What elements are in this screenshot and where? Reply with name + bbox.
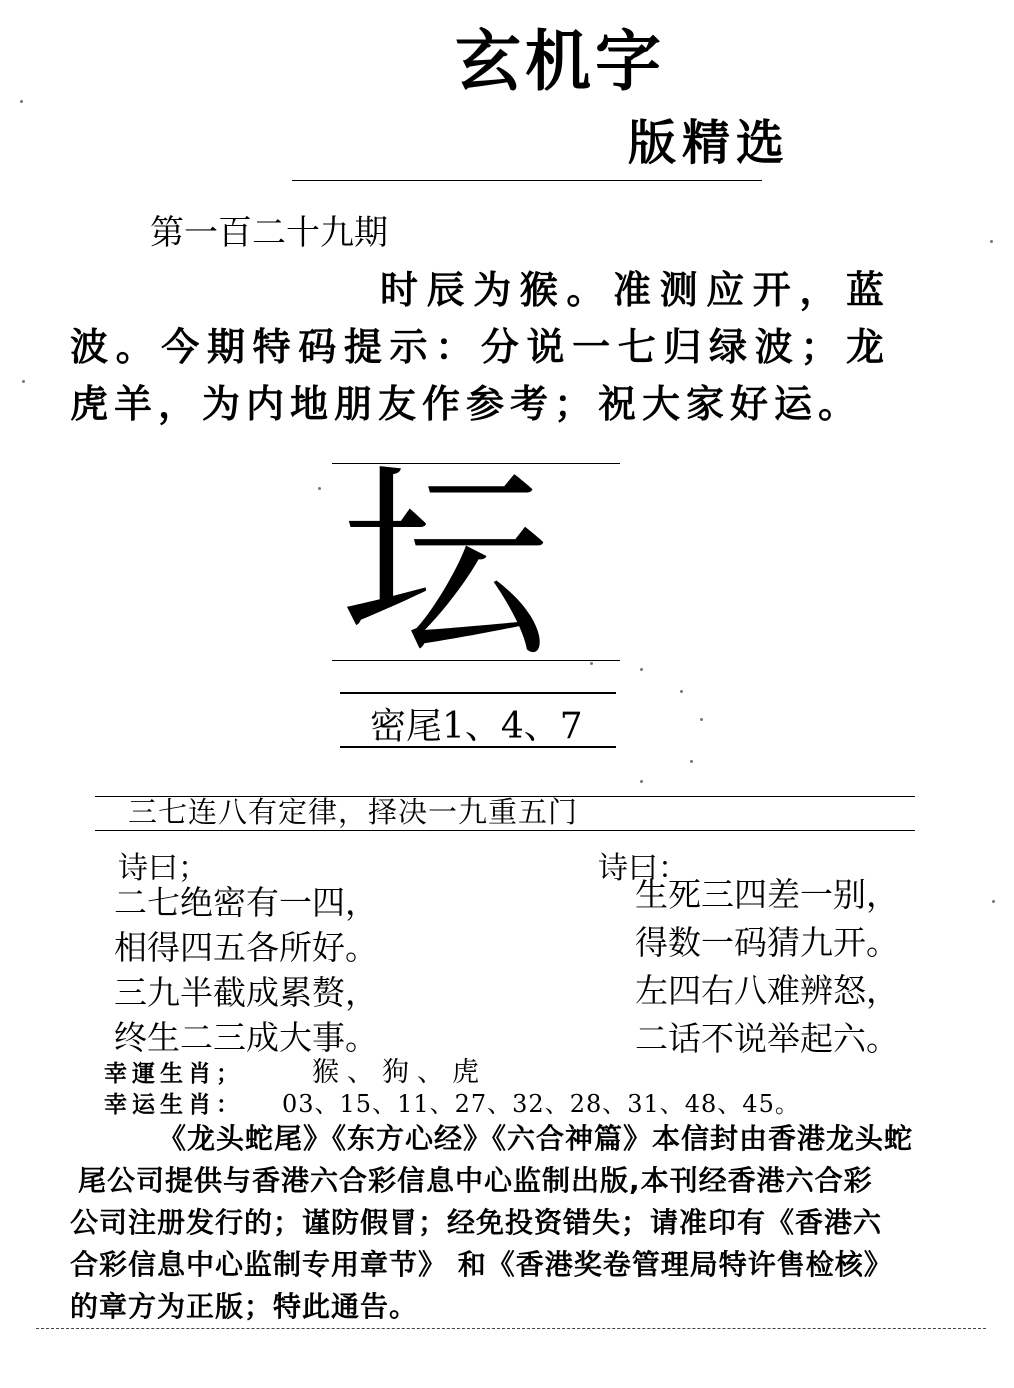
page-subtitle: 版精选	[628, 115, 791, 171]
scan-speck	[590, 662, 593, 665]
scan-speck	[318, 487, 321, 490]
official-notice	[70, 1118, 950, 1328]
scan-speck	[680, 690, 683, 693]
notice-line: 《龙头蛇尾》《东方心经》《六合神篇》本信封由香港龙头蛇	[158, 1122, 914, 1155]
notice-line: 合彩信息中心监制专用章节》 和《香港奖卷管理局特许售检核》	[70, 1248, 893, 1281]
scan-speck	[990, 240, 993, 243]
scan-speck	[992, 900, 995, 903]
lucky-numbers-label: 幸运生肖：	[104, 1092, 244, 1118]
scan-speck	[690, 760, 693, 763]
poem-left-heading: 诗曰；	[118, 851, 208, 886]
notice-line: 尾公司提供与香港六合彩信息中心监制出版,本刊经香港六合彩	[78, 1164, 873, 1197]
poem-right-line: 二话不说举起六。	[635, 1019, 899, 1058]
page-title: 玄机字	[455, 23, 665, 100]
scan-speck	[22, 380, 25, 383]
big-character: 坛	[340, 442, 551, 687]
poem-right-heading: 诗曰：	[598, 851, 688, 886]
notice-line: 公司注册发行的；谨防假冒；经免投资错失；请准印有《香港六	[70, 1206, 883, 1239]
poem-left-line: 终生二三成大事。	[114, 1018, 378, 1057]
scan-speck	[20, 100, 23, 103]
tail-label: 密尾1、4、7	[370, 706, 583, 747]
scan-speck	[640, 668, 643, 671]
lucky-zodiac-label: 幸運生肖；	[104, 1061, 244, 1087]
motto: 三七连八有定律，择决一九重五门	[128, 795, 579, 829]
intro-paragraph: 时辰为猴。准测应开，蓝波。今期特码提示：分说一七归绿波；龙虎羊，为内地朋友作参考；祝大家好运。	[70, 268, 890, 426]
header-divider	[292, 180, 762, 181]
lucky-zodiac-value: 猴、狗、虎	[312, 1057, 487, 1088]
big-char-bottom-rule	[332, 660, 620, 661]
poem-right-line: 左四右八难辨怒，	[635, 971, 899, 1010]
poem-left-line: 二七绝密有一四，	[114, 883, 378, 922]
poem-right-line: 生死三四差一别，	[635, 875, 899, 914]
scan-speck	[640, 780, 643, 783]
issue-number: 第一百二十九期	[150, 213, 388, 253]
poem-right-line: 得数一码猜九开。	[635, 923, 899, 962]
notice-line: 的章方为正版；特此通告。	[70, 1290, 419, 1323]
poem-left-line: 相得四五各所好。	[114, 928, 378, 967]
poem-left-line: 三九半截成累赘，	[114, 973, 378, 1012]
scan-speck	[700, 718, 703, 721]
lucky-numbers-value: 03、15、11、27、32、28、31、48、45。	[282, 1090, 800, 1118]
motto-bottom-rule	[95, 830, 915, 831]
footer-divider	[36, 1328, 986, 1329]
